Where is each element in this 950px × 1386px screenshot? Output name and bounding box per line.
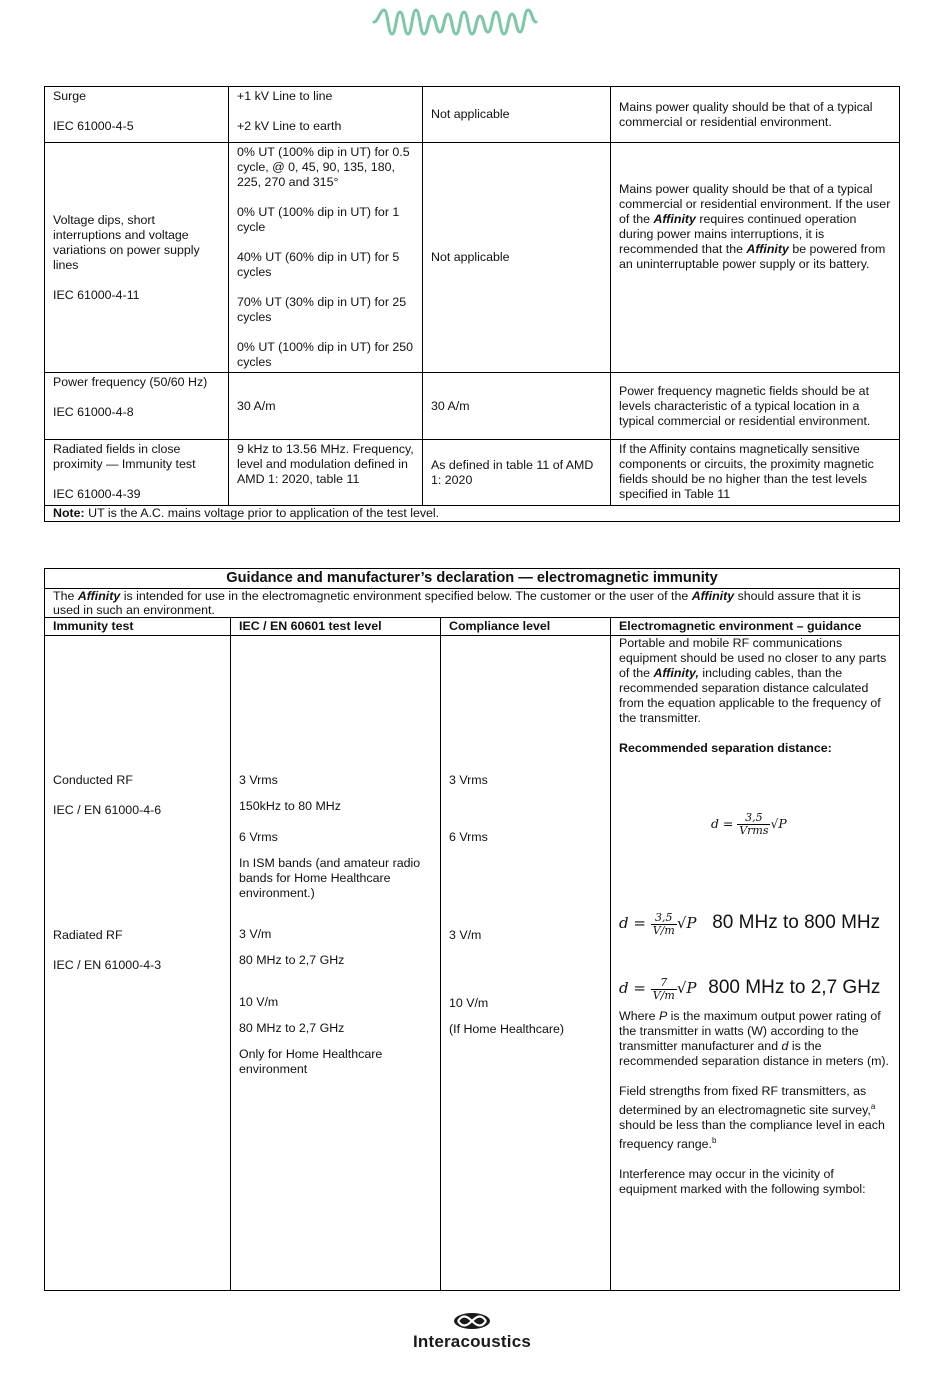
compliance-level: 10 V/m xyxy=(449,996,489,1010)
guidance-cell: If the Affinity contains magnetically sensitive components or circuits, the proximity magnetic fields should be no higher than the test levels specified in Table 11 xyxy=(611,440,900,506)
product-name: Affinity, xyxy=(653,666,699,680)
compliance-cell: Not applicable xyxy=(423,87,611,143)
intro-cell xyxy=(45,589,900,618)
formula-sqrt: √P xyxy=(770,816,787,831)
guidance-text: Portable and mobile RF communications equipment should be used no closer to any parts of the xyxy=(619,636,887,680)
table-row xyxy=(45,440,900,506)
table-row xyxy=(45,143,900,373)
intro-text: should assure that it is used in such an environment. xyxy=(53,589,861,617)
compliance-level: 3 V/m xyxy=(449,928,482,942)
interference-text: Interference may occur in the vicinity of equipment marked with the following symbol: xyxy=(619,1167,866,1197)
note-row xyxy=(45,506,900,522)
product-name: Affinity xyxy=(77,589,121,603)
fraction-numerator: 3,5 xyxy=(737,812,770,825)
formula-conducted xyxy=(619,812,891,837)
test-standard: IEC / EN 61000-4-6 xyxy=(53,803,162,817)
note-label: Note: xyxy=(53,506,85,520)
variable-p: P xyxy=(658,1009,668,1023)
wave-logo-icon xyxy=(372,6,538,38)
column-header: Compliance level xyxy=(441,618,611,636)
header-row xyxy=(45,618,900,636)
frequency-range: 800 MHz to 2,7 GHz xyxy=(708,977,881,998)
test-level: +1 kV Line to line xyxy=(237,89,333,103)
formula-fraction xyxy=(651,977,677,1002)
test-level: 0% UT (100% dip in UT) for 1 cycle xyxy=(237,205,400,234)
test-level-cell xyxy=(229,87,423,143)
formula-lhs: d = xyxy=(619,979,651,997)
footnote-marker: a xyxy=(870,1102,876,1111)
formula-radiated-high xyxy=(619,974,891,1003)
fraction-numerator: 3,5 xyxy=(651,912,677,925)
guidance-text: including cables, than the recommended separation distance calculated from the equation applicable to the frequency of the transmitter. xyxy=(619,666,881,725)
formula-sqrt: √P xyxy=(676,979,697,997)
test-level: 3 V/m xyxy=(239,927,272,941)
guidance-text: Field strengths from fixed RF transmitters, as determined by an electromagnetic site survey, xyxy=(619,1084,871,1118)
intro-text: is intended for use in the electromagnetic environment specified below. The customer or the user of the xyxy=(120,589,692,603)
test-level: +2 kV Line to earth xyxy=(237,119,342,133)
guidance-cell xyxy=(611,143,900,373)
where-text xyxy=(619,1009,891,1069)
test-standard: IEC 61000-4-11 xyxy=(53,287,140,302)
formula-lhs: d = xyxy=(619,914,651,932)
test-level: 80 MHz to 2,7 GHz xyxy=(239,953,345,967)
compliance-cell: As defined in table 11 of AMD 1: 2020 xyxy=(423,440,611,506)
immunity-test-cell xyxy=(45,143,229,373)
fraction-numerator: 7 xyxy=(651,977,677,990)
guidance-cell: Mains power quality should be that of a typical commercial or residential environment. xyxy=(611,87,900,143)
fraction-denominator: Vrms xyxy=(739,824,769,837)
fraction-denominator: V/m xyxy=(652,924,675,937)
guidance-text: is the maximum output power rating of the transmitter in watts (W) according to the transmitter manufacturer and xyxy=(619,1009,881,1053)
compliance-cell: 30 A/m xyxy=(423,373,611,440)
test-level: 70% UT (30% dip in UT) for 25 cycles xyxy=(237,295,407,324)
formula-fraction xyxy=(737,812,770,837)
test-level-cell: 9 kHz to 13.56 MHz. Frequency, level and modulation defined in AMD 1: 2020, table 11 xyxy=(229,440,423,506)
guidance-cell: Power frequency magnetic fields should be at levels characteristic of a typical location in a typical commercial or residential environment. xyxy=(611,373,900,440)
table-title: Guidance and manufacturer’s declaration — electromagnetic immunity xyxy=(45,569,900,589)
formula-fraction xyxy=(651,912,677,937)
variable-d: d xyxy=(781,1039,789,1053)
test-level: In ISM bands (and amateur radio bands for Home Healthcare environment.) xyxy=(239,856,421,900)
test-name: Radiated fields in close proximity — Immunity test xyxy=(53,442,196,471)
product-name: Affinity xyxy=(746,241,789,256)
interacoustics-logo-icon xyxy=(452,1312,492,1330)
test-level: Only for Home Healthcare environment xyxy=(239,1047,383,1076)
fraction-denominator: V/m xyxy=(652,989,675,1002)
test-name: Radiated RF xyxy=(53,928,123,942)
test-level: 0% UT (100% dip in UT) for 0.5 cycle, @ 0, 45, 90, 135, 180, 225, 270 and 315° xyxy=(237,145,410,189)
test-standard: IEC 61000-4-5 xyxy=(53,119,134,133)
guidance-text: requires continued operation during power mains interruptions, it is recommended that the xyxy=(619,211,857,256)
brand-logo xyxy=(396,1312,548,1349)
compliance-level: 6 Vrms xyxy=(449,830,488,844)
compliance-cell: Not applicable xyxy=(423,143,611,373)
immunity-test-cell xyxy=(45,440,229,506)
guidance-text: be powered from an uninterruptable power supply or its battery. xyxy=(619,241,886,271)
product-name: Affinity xyxy=(691,589,735,603)
immunity-table-1 xyxy=(44,86,900,522)
immunity-test-cell xyxy=(45,87,229,143)
guidance-text: is the recommended separation distance in meters (m). xyxy=(619,1039,889,1068)
guidance-text: should be less than the compliance level in each frequency range. xyxy=(619,1118,885,1152)
title-row xyxy=(45,569,900,589)
compliance-level: (If Home Healthcare) xyxy=(449,1022,564,1036)
test-level-cell: 30 A/m xyxy=(229,373,423,440)
test-level-cell xyxy=(231,636,441,1291)
table-row xyxy=(45,373,900,440)
test-name: Surge xyxy=(53,89,87,103)
intro-text: The xyxy=(53,589,78,603)
test-level: 40% UT (60% dip in UT) for 5 cycles xyxy=(237,250,400,279)
column-header: Immunity test xyxy=(45,618,231,636)
test-name: Conducted RF xyxy=(53,773,133,787)
guidance-text: Mains power quality should be that of a typical commercial or residential environment. If the user of the xyxy=(619,181,891,226)
note-text: UT is the A.C. mains voltage prior to application of the test level. xyxy=(84,506,440,520)
test-level-cell xyxy=(229,143,423,373)
field-strength-text xyxy=(619,1084,891,1152)
product-name: Affinity xyxy=(653,211,696,226)
test-standard: IEC / EN 61000-4-3 xyxy=(53,958,162,972)
column-header: Electromagnetic environment – guidance xyxy=(611,618,900,636)
guidance-text: Where xyxy=(619,1009,659,1023)
test-level: 150kHz to 80 MHz xyxy=(239,799,341,813)
test-level: 6 Vrms xyxy=(239,830,278,844)
immunity-table-2 xyxy=(44,568,900,1291)
table-row xyxy=(45,636,900,1291)
formula-lhs: d = xyxy=(711,816,738,831)
compliance-cell xyxy=(441,636,611,1291)
test-name: Power frequency (50/60 Hz) xyxy=(53,375,208,389)
guidance-intro xyxy=(619,636,891,726)
formula-radiated-low xyxy=(619,909,891,938)
intro-row xyxy=(45,589,900,618)
compliance-level: 3 Vrms xyxy=(449,773,488,787)
test-standard: IEC 61000-4-8 xyxy=(53,405,134,419)
test-standard: IEC 61000-4-39 xyxy=(53,487,141,501)
test-level: 10 V/m xyxy=(239,995,279,1009)
immunity-test-cell xyxy=(45,636,231,1291)
immunity-test-cell xyxy=(45,373,229,440)
test-name: Voltage dips, short interruptions and voltage variations on power supply lines xyxy=(53,212,200,272)
frequency-range: 80 MHz to 800 MHz xyxy=(712,912,881,933)
test-level: 80 MHz to 2,7 GHz xyxy=(239,1021,345,1035)
table-row xyxy=(45,87,900,143)
column-header: IEC / EN 60601 test level xyxy=(231,618,441,636)
brand-name: Interacoustics xyxy=(412,1332,532,1351)
test-level: 0% UT (100% dip in UT) for 250 cycles xyxy=(237,340,414,369)
formula-sqrt: √P xyxy=(676,914,697,932)
test-level: 3 Vrms xyxy=(239,773,278,787)
note-cell xyxy=(45,506,900,522)
guidance-cell xyxy=(611,636,900,1291)
recommended-distance-label: Recommended separation distance: xyxy=(619,741,832,755)
footnote-marker: b xyxy=(712,1136,717,1146)
